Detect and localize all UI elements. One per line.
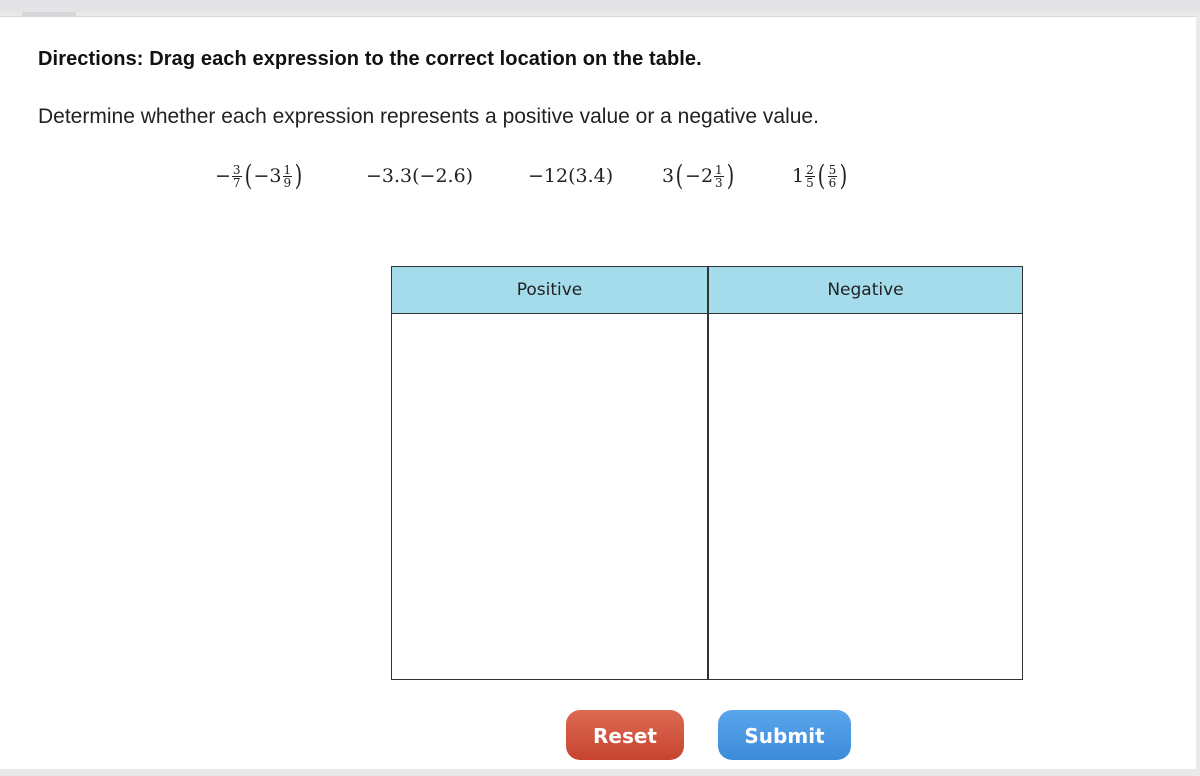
- expression-tile-4[interactable]: 3 ( −2 $\frac{1}{3}$ ): [662, 159, 734, 192]
- expression-4-coefficient: 3: [662, 165, 675, 187]
- expression-tile-5[interactable]: 1 $\frac{2}{5}$ ( $\frac{5}{6}$ ): [792, 159, 848, 192]
- submit-button[interactable]: Submit: [718, 710, 851, 760]
- expression-3-label: −12(3.4): [528, 165, 614, 187]
- reset-button[interactable]: Reset: [566, 710, 684, 760]
- negative-column-header: Negative: [827, 280, 904, 300]
- column-divider: [707, 267, 709, 679]
- browser-top-strip: [0, 0, 1200, 12]
- expression-tile-1[interactable]: − $\frac{3}{7}$ ( −3 $\frac{1}{9}$ ): [215, 159, 303, 192]
- sorting-table: [391, 266, 1023, 680]
- expression-1-sign: −: [215, 165, 231, 187]
- directions-text: Directions: Drag each expression to the correct location on the table.: [38, 48, 702, 70]
- expression-4-whole: −2: [685, 165, 714, 187]
- expression-1-fraction: $\frac{3}{7}$: [232, 162, 241, 190]
- expression-2-label: −3.3(−2.6): [366, 165, 474, 187]
- expression-4-mixed-fraction: $\frac{1}{3}$: [715, 162, 723, 190]
- expression-1-whole: −3: [253, 165, 282, 187]
- positive-drop-zone[interactable]: [392, 314, 707, 679]
- expression-5-fraction: $\frac{2}{5}$: [806, 162, 814, 190]
- expression-5-inner-fraction: $\frac{5}{6}$: [828, 162, 837, 190]
- expression-tile-2[interactable]: [366, 152, 473, 200]
- instruction-text: Determine whether each expression represents a positive value or a negative value.: [38, 105, 819, 128]
- expression-tile-3[interactable]: [528, 152, 613, 200]
- positive-column-header: Positive: [516, 280, 583, 300]
- expression-1-mixed-fraction: $\frac{1}{9}$: [283, 162, 292, 190]
- expression-5-whole: 1: [792, 165, 805, 187]
- negative-drop-zone[interactable]: [708, 314, 1023, 679]
